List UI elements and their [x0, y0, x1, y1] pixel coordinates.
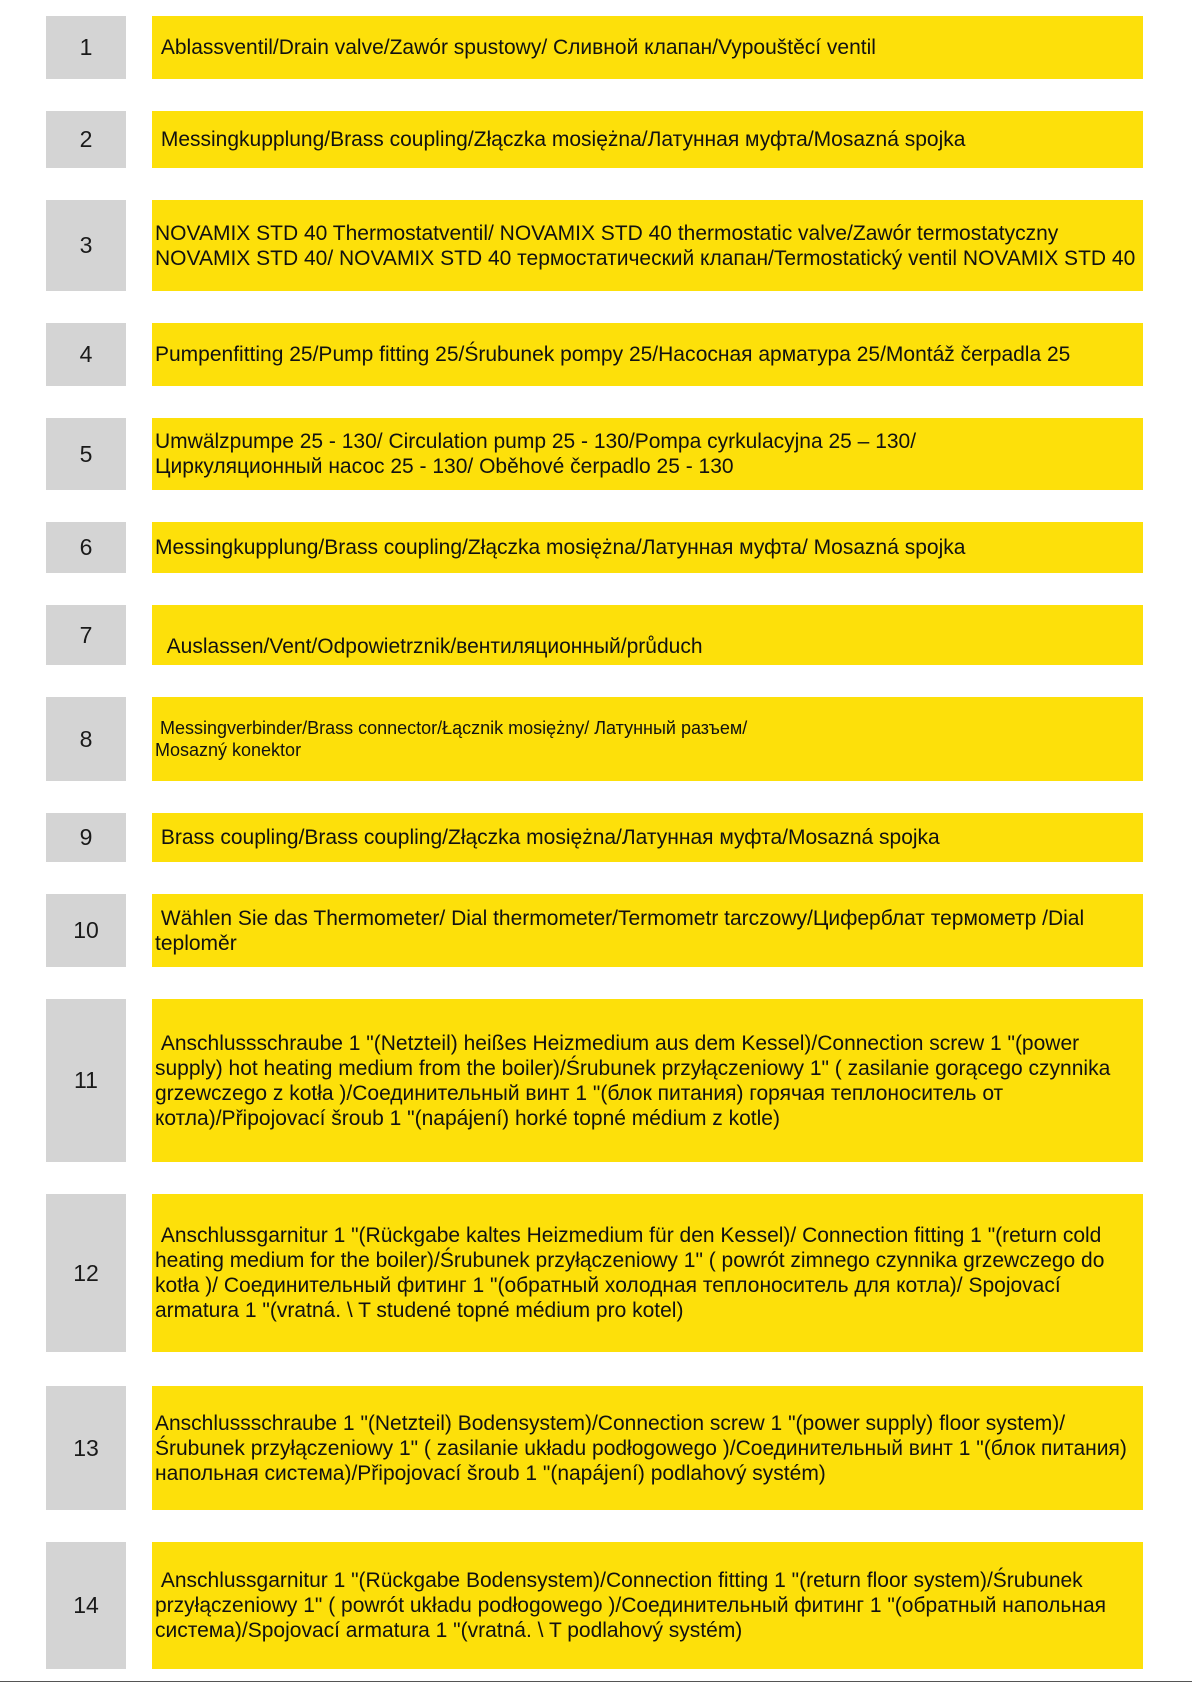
- item-description: Umwälzpumpe 25 - 130/ Circulation pump 25 - 130/Pompa cyrkulacyjna 25 – 130/ Циркуляционный насос 25 - 130/ Oběhové čerpadlo 25 - 130: [152, 418, 1143, 490]
- item-number: 6: [46, 522, 126, 573]
- list-item: [0, 1542, 1192, 1669]
- item-number: 3: [46, 200, 126, 291]
- list-item: [0, 418, 1192, 490]
- item-description: Pumpenfitting 25/Pump fitting 25/Śrubunek pompy 25/Насосная арматура 25/Montáž čerpadla 25: [152, 323, 1143, 386]
- item-description: Ablassventil/Drain valve/Zawór spustowy/ Сливной клапан/Vypouštěcí ventil: [152, 16, 1143, 79]
- list-item: [0, 522, 1192, 573]
- item-number: 7: [46, 605, 126, 665]
- list-item: [0, 813, 1192, 862]
- item-number: 13: [46, 1386, 126, 1510]
- item-number: 14: [46, 1542, 126, 1669]
- item-number: 5: [46, 418, 126, 490]
- item-number: 2: [46, 111, 126, 168]
- item-description: Auslassen/Vent/Odpowietrznik/вентиляционный/průduch: [152, 605, 1143, 665]
- item-number: 10: [46, 894, 126, 967]
- list-item: [0, 200, 1192, 291]
- list-item: [0, 894, 1192, 967]
- item-description: Wählen Sie das Thermometer/ Dial thermometer/Termometr tarczowy/Циферблат термометр /Dial teploměr: [152, 894, 1143, 967]
- item-description: Anschlussgarnitur 1 "(Rückgabe kaltes Heizmedium für den Kessel)/ Connection fitting 1 "(return cold heating medium for the boiler)/Śrubunek przyłączeniowy 1" ( powrót zimnego czynnika grzewczego do kotła )/ Соединительный фитинг 1 "(обратный холодная теплоноситель для котла)/ Spojovací armatura 1 "(vratná. \ T studené topné médium pro kotel): [152, 1194, 1143, 1352]
- item-description: NOVAMIX STD 40 Thermostatventil/ NOVAMIX STD 40 thermostatic valve/Zawór termostatyczny NOVAMIX STD 40/ NOVAMIX STD 40 термостатический клапан/Termostatický ventil NOVAMIX STD 40: [152, 200, 1143, 291]
- list-item: [0, 111, 1192, 168]
- list-item: [0, 1386, 1192, 1510]
- list-item: [0, 605, 1192, 665]
- item-description: Anschlussschraube 1 "(Netzteil) Bodensystem)/Connection screw 1 "(power supply) floor system)/ Śrubunek przyłączeniowy 1" ( zasilanie układu podłogowego )/Соединительный винт 1 "(блок питания) напольная система)/Připojovací šroub 1 "(napájení) podlahový systém): [152, 1386, 1143, 1510]
- list-item: [0, 999, 1192, 1162]
- item-number: 1: [46, 16, 126, 79]
- item-description: Messingkupplung/Brass coupling/Złączka mosiężna/Латунная муфта/Mosazná spojka: [152, 111, 1143, 168]
- item-number: 4: [46, 323, 126, 386]
- item-description: Messingkupplung/Brass coupling/Złączka mosiężna/Латунная муфта/ Mosazná spojka: [152, 522, 1143, 573]
- list-item: [0, 16, 1192, 79]
- item-description: Messingverbinder/Brass connector/Łącznik mosiężny/ Латунный разъем/ Mosazný konektor: [152, 697, 1143, 781]
- list-item: [0, 697, 1192, 781]
- item-number: 11: [46, 999, 126, 1162]
- item-description: Brass coupling/Brass coupling/Złączka mosiężna/Латунная муфта/Mosazná spojka: [152, 813, 1143, 862]
- item-description: Anschlussschraube 1 "(Netzteil) heißes Heizmedium aus dem Kessel)/Connection screw 1 "(power supply) hot heating medium from the boiler)/Śrubunek przyłączeniowy 1" ( zasilanie gorącego czynnika grzewczego z kotła )/Соединительный винт 1 "(блок питания) горячая теплоноситель от котла)/Připojovací šroub 1 "(napájení) horké topné médium z kotle): [152, 999, 1143, 1162]
- item-description: Anschlussgarnitur 1 "(Rückgabe Bodensystem)/Connection fitting 1 "(return floor system)/Śrubunek przyłączeniowy 1" ( powrót układu podłogowego )/Соединительный фитинг 1 "(обратный напольная система)/Spojovací armatura 1 "(vratná. \ T podlahový systém): [152, 1542, 1143, 1669]
- bottom-rule: [0, 1681, 1192, 1682]
- list-item: [0, 1194, 1192, 1352]
- item-number: 8: [46, 697, 126, 781]
- item-number: 12: [46, 1194, 126, 1352]
- list-item: [0, 323, 1192, 386]
- item-number: 9: [46, 813, 126, 862]
